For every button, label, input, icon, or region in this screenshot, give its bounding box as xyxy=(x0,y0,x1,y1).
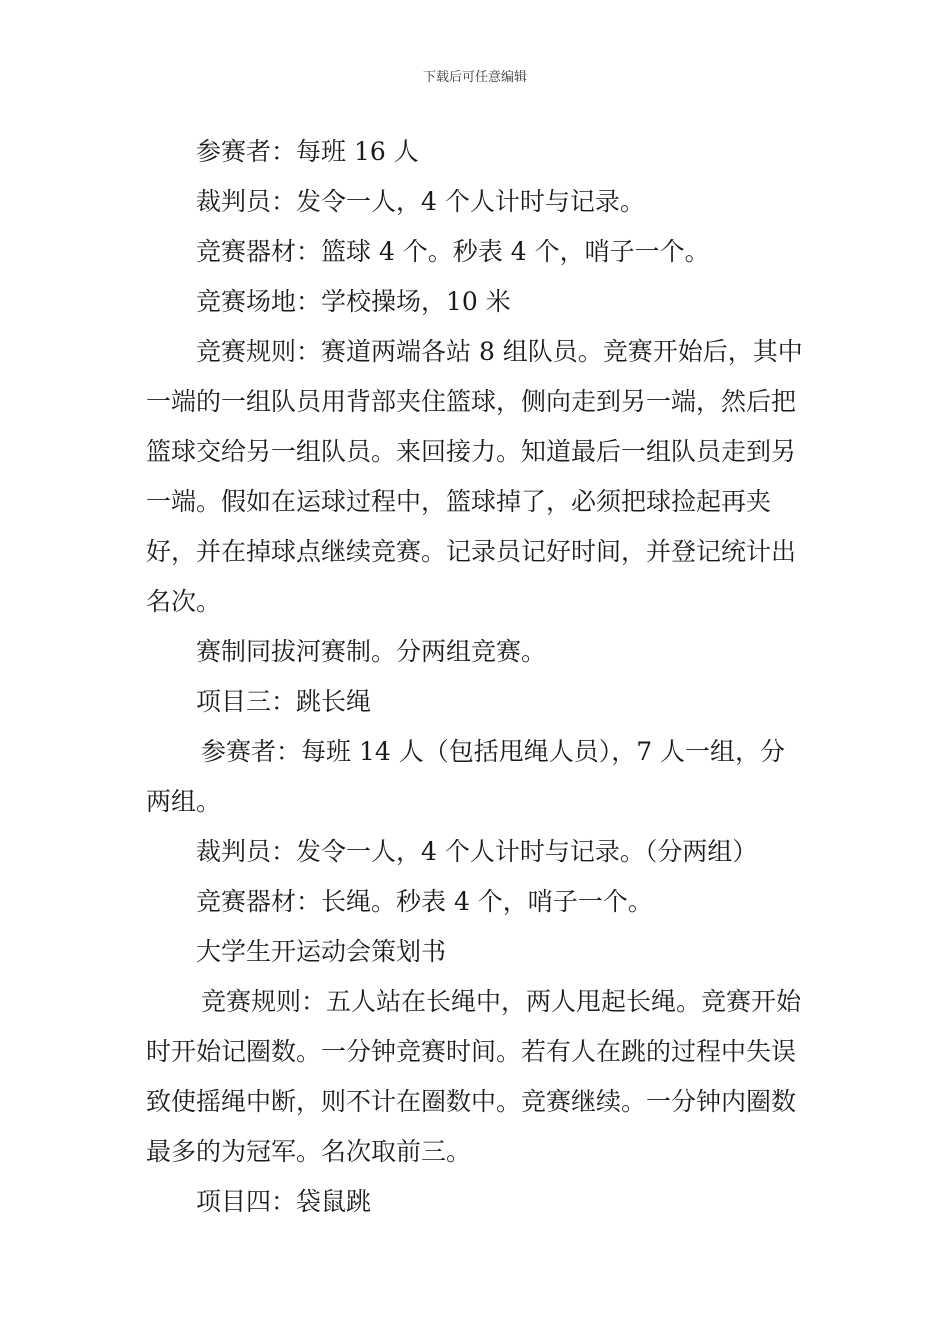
section-heading-event-three: 项目三：跳长绳 xyxy=(196,687,372,716)
paragraph-referees: 裁判员：发令一人，4 个人计时与记录。 xyxy=(196,187,645,216)
paragraph-doc-title: 大学生开运动会策划书 xyxy=(196,937,447,966)
header-note: 下载后可任意编辑 xyxy=(422,70,527,85)
paragraph-participants-rope: 参赛者：每班 14 人（包括甩绳人员），7 人一组，分两组。 xyxy=(146,737,786,816)
paragraph-venue: 竞赛场地：学校操场，10 米 xyxy=(196,287,511,316)
paragraph-equipment-rope: 竞赛器材：长绳。秒表 4 个，哨子一个。 xyxy=(196,887,653,916)
paragraph-equipment: 竞赛器材：篮球 4 个。秒表 4 个，哨子一个。 xyxy=(196,237,710,266)
paragraph-format: 赛制同拔河赛制。分两组竞赛。 xyxy=(196,637,547,666)
paragraph-referees-rope: 裁判员：发令一人，4 个人计时与记录。（分两组） xyxy=(196,837,758,866)
paragraph-participants: 参赛者：每班 16 人 xyxy=(196,137,419,166)
paragraph-rules-rope: 竞赛规则：五人站在长绳中，两人甩起长绳。竞赛开始时开始记圈数。一分钟竞赛时间。若有人在跳的过程中失误致使摇绳中断，则不计在圈数中。竞赛继续。一分钟内圈数最多的为冠军。名次取前三。 xyxy=(146,987,802,1166)
section-heading-event-four: 项目四：袋鼠跳 xyxy=(196,1187,372,1216)
document-body xyxy=(146,127,808,1227)
paragraph-rules: 竞赛规则：赛道两端各站 8 组队员。竞赛开始后，其中一端的一组队员用背部夹住篮球，侧向走到另一端，然后把篮球交给另一组队员。来回接力。知道最后一组队员走到另一端。假如在运球过程中，篮球掉了，必须把球捡起再夹好，并在掉球点继续竞赛。记录员记好时间，并登记统计出名次。 xyxy=(146,337,803,616)
